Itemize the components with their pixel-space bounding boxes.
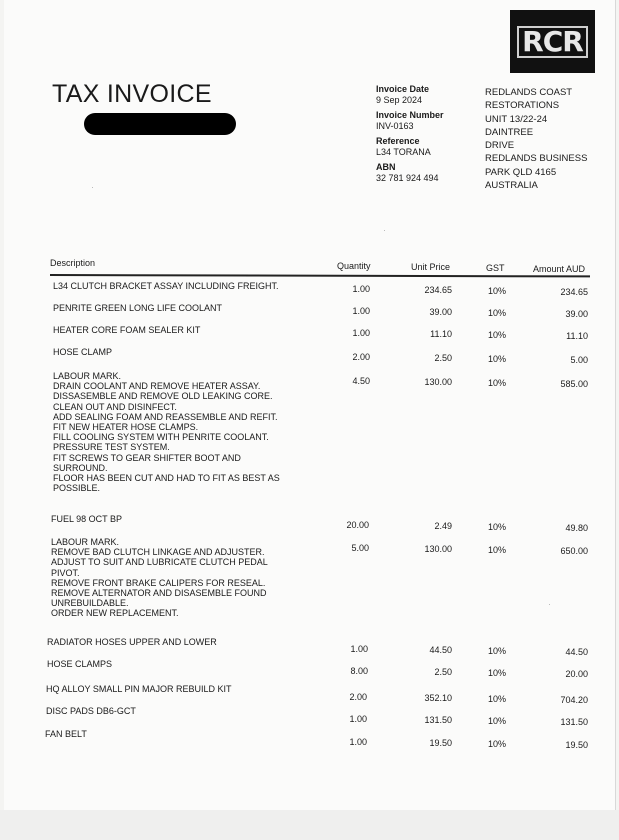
item-amount: 650.00 — [560, 546, 588, 556]
invoice-date: 9 Sep 2024 — [376, 95, 423, 105]
item-unit-price: 2.50 — [434, 667, 452, 677]
item-quantity: 20.00 — [346, 520, 369, 530]
item-description: HOSE CLAMPS — [47, 659, 113, 669]
abn: 32 781 924 494 — [376, 173, 439, 183]
item-gst: 10% — [488, 354, 507, 364]
item-amount: 44.50 — [565, 647, 588, 657]
address-line: REDLANDS BUSINESS — [485, 153, 588, 165]
item-description: DISC PADS DB6-GCT — [46, 706, 136, 716]
item-amount: 20.00 — [565, 669, 588, 679]
address-line: DRIVE — [485, 140, 515, 152]
item-amount: 11.10 — [566, 331, 588, 341]
abn-label: ABN — [376, 162, 396, 172]
item-unit-price: 2.50 — [434, 353, 452, 363]
item-gst: 10% — [488, 668, 507, 678]
item-gst: 10% — [488, 739, 507, 749]
item-amount: 39.00 — [565, 309, 588, 319]
reference-label: Reference — [376, 136, 420, 146]
invoice-number: INV-0163 — [376, 121, 414, 131]
item-quantity: 1.00 — [352, 328, 370, 338]
item-unit-price: 2.49 — [434, 521, 452, 531]
item-quantity: 2.00 — [352, 352, 370, 362]
item-gst: 10% — [488, 694, 507, 704]
item-description: LABOUR MARK. REMOVE BAD CLUTCH LINKAGE AND ADJUSTER. ADJUST TO SUIT AND LUBRICATE CLUTCH PEDAL PIVOT. REMOVE FRONT BRAKE CALIPERS FOR RESEAL. REMOVE ALTERNATOR AND DISASEMBLE FOUND UNREBUILDABLE. ORDER NEW REPLACEMENT. — [51, 537, 268, 619]
header-divider — [50, 274, 590, 277]
item-amount: 704.20 — [560, 695, 588, 705]
address-line: AUSTRALIA — [485, 180, 538, 192]
invoice-meta — [376, 84, 444, 188]
item-amount: 585.00 — [560, 379, 588, 389]
item-quantity: 1.00 — [349, 714, 367, 724]
item-gst: 10% — [488, 378, 507, 388]
item-description: FAN BELT — [45, 729, 87, 739]
reference: L34 TORANA — [376, 147, 431, 157]
item-quantity: 8.00 — [350, 666, 368, 676]
column-header-gst: GST — [486, 263, 505, 273]
item-amount: 5.00 — [570, 355, 588, 365]
item-unit-price: 234.65 — [424, 285, 452, 295]
item-description: LABOUR MARK. DRAIN COOLANT AND REMOVE HEATER ASSAY. DISSASEMBLE AND REMOVE OLD LEAKING CORE. CLEAN OUT AND DISINFECT. ADD SEALING FOAM AND REASSEMBLE AND REFIT. FIT NEW HEATER HOSE CLAMPS. FILL COOLING SYSTEM WITH PENRITE COOLANT. PRESSURE TEST SYSTEM. FIT SCREWS TO GEAR SHIFTER BOOT AND SURROUND. FLOOR HAS BEEN CUT AND HAD TO FIT AS BEST AS POSSIBLE. — [53, 371, 280, 494]
item-unit-price: 19.50 — [429, 738, 452, 748]
item-unit-price: 130.00 — [424, 544, 452, 554]
column-header-amount: Amount AUD — [533, 264, 586, 274]
item-description: HOSE CLAMP — [53, 347, 113, 357]
item-quantity: 1.00 — [350, 644, 368, 654]
item-quantity: 1.00 — [352, 284, 370, 294]
redacted-recipient — [84, 113, 236, 135]
column-header-description: Description — [50, 258, 96, 268]
item-quantity: 5.00 — [351, 543, 369, 553]
page-title: TAX INVOICE — [52, 80, 212, 108]
item-gst: 10% — [488, 286, 507, 296]
item-description: FUEL 98 OCT BP — [51, 514, 123, 524]
item-unit-price: 352.10 — [424, 693, 452, 703]
company-logo — [510, 10, 595, 73]
item-gst: 10% — [488, 522, 507, 532]
column-header-quantity: Quantity — [337, 261, 371, 271]
item-amount: 234.65 — [560, 287, 588, 297]
item-amount: 49.80 — [565, 523, 588, 533]
item-description: HQ ALLOY SMALL PIN MAJOR REBUILD KIT — [46, 684, 232, 694]
item-gst: 10% — [488, 545, 507, 555]
item-gst: 10% — [488, 330, 507, 340]
invoice-number-label: Invoice Number — [376, 110, 444, 120]
item-gst: 10% — [488, 646, 507, 656]
item-gst: 10% — [488, 308, 507, 318]
item-description: PENRITE GREEN LONG LIFE COOLANT — [53, 303, 223, 313]
address-line: PARK QLD 4165 — [485, 166, 557, 178]
item-amount: 131.50 — [560, 717, 588, 727]
item-quantity: 4.50 — [352, 376, 370, 386]
item-amount: 19.50 — [565, 740, 588, 750]
item-quantity: 2.00 — [349, 692, 367, 702]
address-line: RESTORATIONS — [485, 100, 560, 112]
item-description: RADIATOR HOSES UPPER AND LOWER — [47, 637, 217, 647]
company-address — [485, 86, 595, 192]
address-line: REDLANDS COAST — [485, 87, 573, 98]
item-unit-price: 130.00 — [424, 377, 452, 387]
item-quantity: 1.00 — [352, 306, 370, 316]
item-quantity: 1.00 — [349, 737, 367, 747]
scan-margin — [0, 810, 619, 840]
item-description: HEATER CORE FOAM SEALER KIT — [53, 325, 201, 335]
address-line: UNIT 13/22-24 DAINTREE — [485, 113, 548, 138]
invoice-date-label: Invoice Date — [376, 84, 430, 94]
column-header-unit-price: Unit Price — [411, 262, 451, 272]
item-unit-price: 11.10 — [430, 329, 452, 339]
logo-text: RCR — [517, 26, 588, 58]
item-unit-price: 131.50 — [424, 715, 452, 725]
invoice-page — [4, 0, 616, 810]
item-unit-price: 39.00 — [429, 307, 452, 317]
item-description: L34 CLUTCH BRACKET ASSAY INCLUDING FREIGHT. — [53, 281, 279, 291]
item-gst: 10% — [488, 716, 507, 726]
item-unit-price: 44.50 — [429, 645, 452, 655]
